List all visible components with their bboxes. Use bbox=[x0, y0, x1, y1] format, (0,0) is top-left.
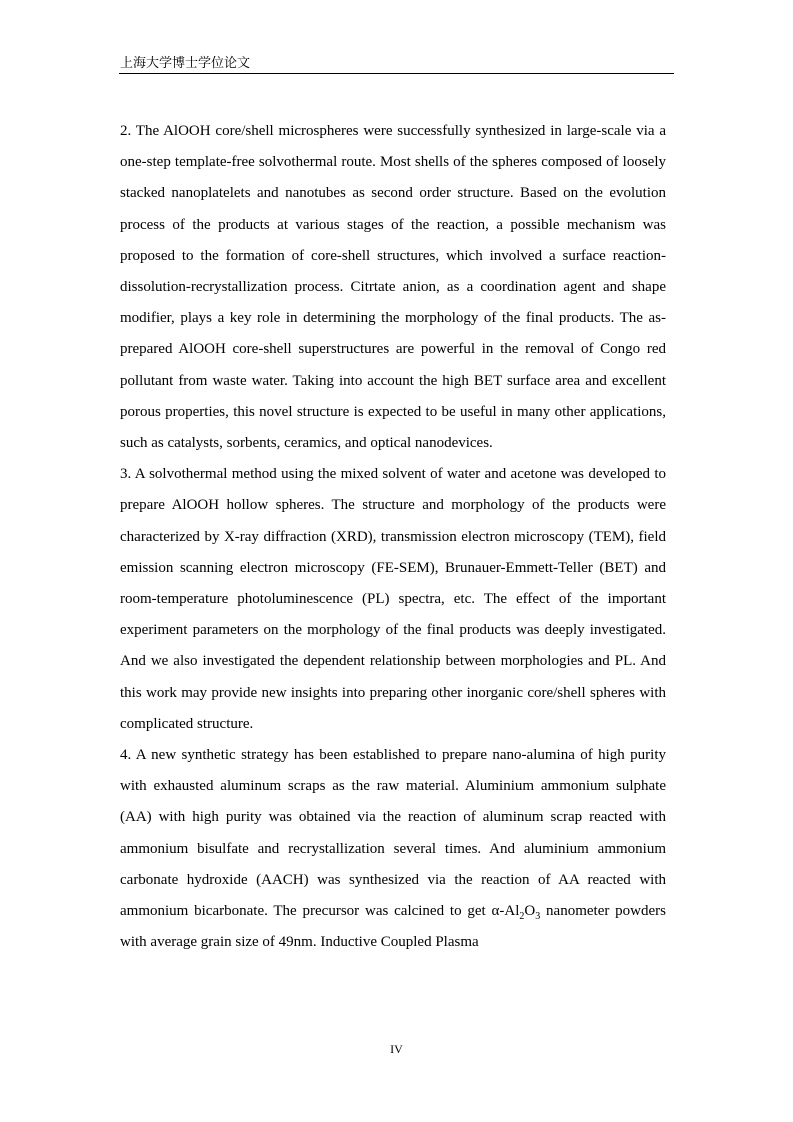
formula-oxygen: O bbox=[524, 903, 536, 920]
body-text bbox=[120, 116, 666, 958]
running-header: 上海大学博士学位论文 bbox=[120, 55, 251, 70]
formula-subscript-3: 3 bbox=[535, 911, 541, 923]
header-rule bbox=[119, 73, 674, 74]
paragraph-4-text-after: nanometer powders with average grain size of 49nm. Inductive Coupled Plasma bbox=[120, 903, 666, 951]
paragraph-4-text-before: 4. A new synthetic strategy has been established to prepare nano-alumina of high purity with exhausted aluminum scraps as the raw material. Aluminium ammonium sulphate (AA) with high purity was obtained via the reaction of aluminum scrap reacted with ammonium bisulfate and recrystallization several times. And aluminium ammonium carbonate hydroxide (AACH) was synthesized via the reaction of AA reacted with ammonium bicarbonate. The precursor was calcined to get bbox=[120, 747, 666, 920]
paragraph-2: 2. The AlOOH core/shell microspheres were successfully synthesized in large-scale via a one-step template-free solvothermal route. Most shells of the spheres composed of loosely stacked nanoplatelets and nanotubes as second order structure. Based on the evolution process of the products at various stages of the reaction, a possible mechanism was proposed to the formation of core-shell structures, which involved a surface reaction-dissolution-recrystallization process. Citrtate anion, as a coordination agent and shape modifier, plays a key role in determining the morphology of the final products. The as-prepared AlOOH core-shell superstructures are powerful in the removal of Congo red pollutant from waste water. Taking into account the high BET surface area and excellent porous properties, this novel structure is expected to be useful in many other applications, such as catalysts, sorbents, ceramics, and optical nanodevices. bbox=[120, 123, 666, 452]
paragraph-3: 3. A solvothermal method using the mixed solvent of water and acetone was developed to prepare AlOOH hollow spheres. The structure and morphology of the products were characterized by X-ray diffraction (XRD), transmission electron microscopy (TEM), field emission scanning electron microscopy (FE-SEM), Brunauer-Emmett-Teller (BET) and room-temperature photoluminescence (PL) spectra, etc. The effect of the important experiment parameters on the morphology of the final products was deeply investigated. And we also investigated the dependent relationship between morphologies and PL. And this work may provide new insights into preparing other inorganic core/shell spheres with complicated structure. bbox=[120, 466, 666, 732]
formula-alpha-alumina bbox=[491, 903, 541, 923]
page-number: IV bbox=[390, 1042, 403, 1056]
formula-prefix: α-Al bbox=[491, 903, 520, 920]
paragraph-4 bbox=[120, 740, 666, 958]
formula-subscript-2: 2 bbox=[519, 911, 525, 923]
